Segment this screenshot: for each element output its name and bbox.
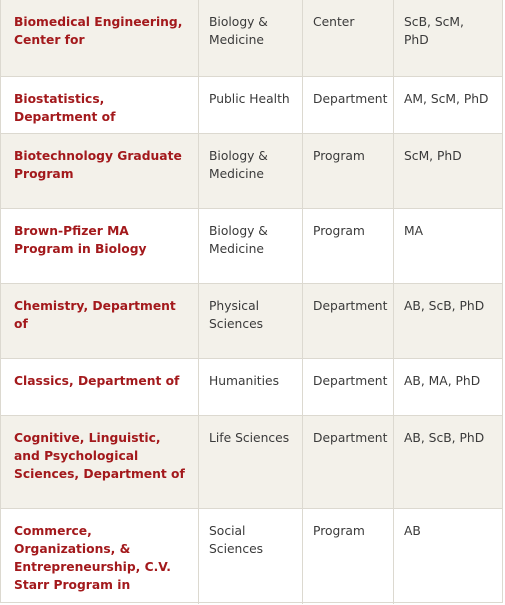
- type-cell: Department: [302, 416, 393, 508]
- area-cell: Life Sciences: [198, 416, 302, 508]
- table-row: [1, 416, 502, 509]
- program-name-cell: [1, 509, 198, 604]
- type-cell: Department: [302, 284, 393, 358]
- program-link[interactable]: Classics, Department of: [14, 374, 180, 388]
- table-row: [1, 509, 502, 603]
- type-cell: Program: [302, 509, 393, 604]
- type-cell: Program: [302, 209, 393, 283]
- program-link[interactable]: Cognitive, Linguistic, and Psychological Sciences, Department of: [14, 431, 185, 481]
- degrees-cell: ScM, PhD: [393, 134, 502, 208]
- program-link[interactable]: Biotechnology Graduate Program: [14, 149, 182, 181]
- table-row: [1, 209, 502, 284]
- table-row: [1, 134, 502, 209]
- degrees-cell: MA: [393, 209, 502, 283]
- area-cell: Biology & Medicine: [198, 209, 302, 283]
- type-cell: Center: [302, 0, 393, 76]
- degrees-cell: AB: [393, 509, 502, 604]
- area-cell: Physical Sciences: [198, 284, 302, 358]
- type-cell: Department: [302, 359, 393, 415]
- area-cell: Social Sciences: [198, 509, 302, 604]
- area-cell: Biology & Medicine: [198, 134, 302, 208]
- program-name-cell: [1, 0, 198, 76]
- degrees-cell: ScB, ScM, PhD: [393, 0, 502, 76]
- degrees-cell: AM, ScM, PhD: [393, 77, 502, 136]
- type-cell: Program: [302, 134, 393, 208]
- program-name-cell: [1, 416, 198, 508]
- type-cell: Department: [302, 77, 393, 136]
- program-name-cell: [1, 134, 198, 208]
- area-cell: Biology & Medicine: [198, 0, 302, 76]
- program-link[interactable]: Commerce, Organizations, & Entrepreneurship, C.V. Starr Program in: [14, 524, 171, 592]
- program-name-cell: [1, 77, 198, 136]
- program-name-cell: [1, 284, 198, 358]
- degrees-cell: AB, ScB, PhD: [393, 416, 502, 508]
- area-cell: Humanities: [198, 359, 302, 415]
- program-name-cell: [1, 209, 198, 283]
- program-link[interactable]: Biostatistics, Department of: [14, 92, 116, 124]
- program-link[interactable]: Biomedical Engineering, Center for: [14, 15, 183, 47]
- degrees-cell: AB, ScB, PhD: [393, 284, 502, 358]
- program-name-cell: [1, 359, 198, 415]
- program-link[interactable]: Brown-Pfizer MA Program in Biology: [14, 224, 147, 256]
- table-row: [1, 0, 502, 77]
- area-cell: Public Health: [198, 77, 302, 136]
- table-row: [1, 284, 502, 359]
- table-row: [1, 359, 502, 416]
- program-link[interactable]: Chemistry, Department of: [14, 299, 176, 331]
- degrees-cell: AB, MA, PhD: [393, 359, 502, 415]
- table-row: [1, 77, 502, 134]
